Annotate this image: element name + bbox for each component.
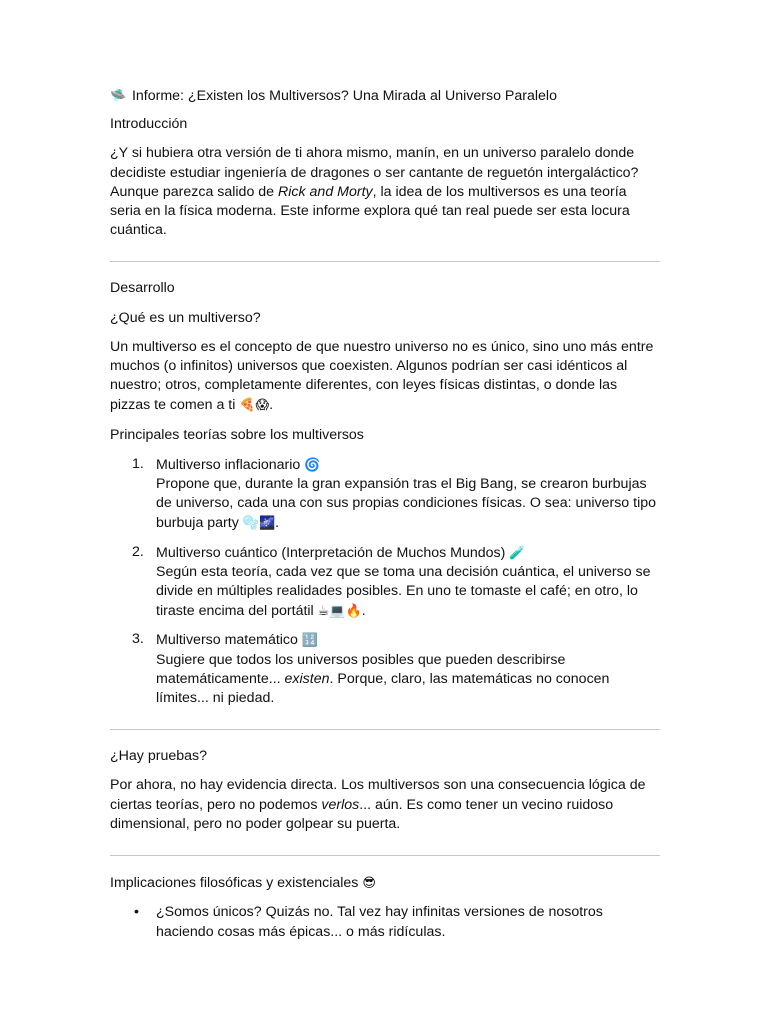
theory-number: 1.	[132, 455, 144, 472]
section-divider	[110, 261, 660, 262]
theory-title: Multiverso matemático	[156, 632, 298, 649]
report-title-text: Informe: ¿Existen los Multiversos? Una Mirada al Universo Paralelo	[131, 88, 557, 104]
theory-desc-italic: existen	[284, 670, 330, 687]
implicaciones-list	[110, 903, 660, 941]
intro-heading: Introducción	[110, 116, 188, 133]
theory-desc: Sugiere que todos los universos posibles que pueden describirse matemáticamente...	[156, 651, 566, 687]
numbers-icon: 🔢	[301, 632, 319, 648]
intro-paragraph	[110, 144, 660, 240]
pruebas-text-before: Por ahora, no hay evidencia directa. Los multiversos son una consecuencia lógica de ciertas teorías, pero no podemos	[110, 777, 646, 813]
intro-text-before: ¿Y si hubiera otra versión de ti ahora mismo, manín, en un universo paralelo donde decidiste estudiar ingeniería de dragones o ser cantante de reguetón intergaláctico? Aunque parezca salido de	[110, 145, 639, 200]
list-item	[110, 903, 660, 941]
pruebas-italic: verlos	[321, 796, 360, 813]
flying-saucer-icon: 🛸	[110, 88, 127, 103]
list-item-text: ¿Somos únicos? Quizás no. Tal vez hay infinitas versiones de nosotros haciendo cosas más épicas... o más ridículas.	[156, 904, 603, 940]
theory-item	[110, 543, 660, 622]
bubbles-galaxy-icons: 🫧🌌	[242, 515, 276, 531]
pruebas-heading: ¿Hay pruebas?	[110, 748, 207, 765]
pizza-scream-icons: 🍕😱	[239, 397, 270, 413]
theory-number: 2.	[132, 543, 144, 560]
desarrollo-heading: Desarrollo	[110, 280, 175, 297]
sunglasses-face-icon: 😎	[362, 875, 376, 891]
theory-title: Multiverso inflacionario	[156, 456, 301, 473]
theory-item	[110, 455, 660, 534]
pruebas-paragraph	[110, 776, 660, 834]
implicaciones-heading-text: Implicaciones filosóficas y existenciales	[110, 875, 359, 892]
cyclone-icon: 🌀	[304, 456, 321, 472]
definition-text: Un multiverso es el concepto de que nuestro universo no es único, sino uno más entre muchos (o infinitos) universos que coexisten. Algunos podrían ser casi idénticos al nuestro; otros, completamente diferentes, con leyes físicas distintas, o donde las pizzas te comen a ti	[110, 338, 654, 414]
document-content	[110, 86, 660, 942]
section-divider	[110, 855, 660, 856]
section-divider	[110, 729, 660, 730]
definition-end: .	[269, 397, 274, 414]
theory-item	[110, 630, 660, 708]
coffee-laptop-fire-icons: ☕💻🔥	[317, 603, 362, 619]
pruebas-text-after: ... aún. Es como tener un vecino ruidoso dimensional, pero no poder golpear su puerta.	[110, 796, 614, 832]
bullet-icon: •	[134, 904, 139, 921]
test-tube-icon: 🧪	[509, 544, 526, 560]
intro-text-after: , la idea de los multiversos es una teoría seria en la física moderna. Este informe explora qué tan real puede ser esta locura cuántica.	[110, 183, 630, 239]
theory-desc: Según esta teoría, cada vez que se toma una decisión cuántica, el universo se divide en múltiples realidades posibles. En uno te tomaste el café; en otro, lo tiraste encima del portátil	[156, 563, 651, 620]
report-title	[110, 86, 660, 106]
theory-title: Multiverso cuántico (Interpretación de Muchos Mundos)	[156, 544, 506, 561]
implicaciones-heading	[110, 873, 660, 893]
theories-heading: Principales teorías sobre los multiversos	[110, 426, 364, 443]
theory-number: 3.	[132, 631, 144, 648]
theory-desc-end: . Porque, claro, las matemáticas no conocen límites... ni piedad.	[156, 670, 610, 707]
intro-italic: Rick and Morty	[278, 183, 373, 200]
theories-list	[110, 455, 660, 708]
theory-desc: Propone que, durante la gran expansión tras el Big Bang, se crearon burbujas de universo, cada una con sus propias condiciones físicas. O sea: universo tipo burbuja party	[156, 476, 656, 532]
theory-desc-end: .	[275, 515, 280, 532]
multiverse-question: ¿Qué es un multiverso?	[110, 309, 261, 326]
theory-desc-end: .	[361, 603, 366, 620]
multiverse-definition	[110, 338, 660, 416]
